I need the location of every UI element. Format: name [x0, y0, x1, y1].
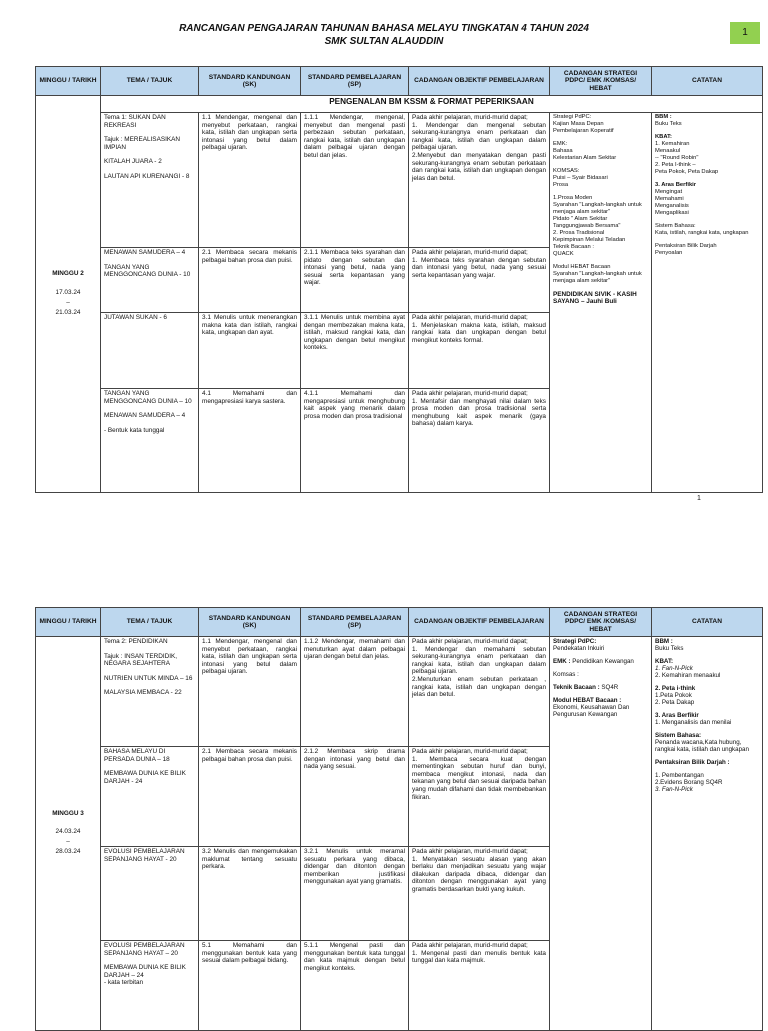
sp-cell: 1.1.2 Mendengar, memahami dan menuturkan ayat dalam pelbagai ujaran dengan betul dan jelas. — [301, 637, 409, 747]
objektif-cell: Pada akhir pelajaran, murid-murid dapat; 1. Mentafsir dan menghayati nilai dalam teks prosa moden dan prosa tradisional serta menghubung kait aspek menarik (gaya bahasa) dalam karya. — [409, 389, 550, 493]
week-label: MINGGU 2 — [52, 270, 84, 278]
tema-cell — [101, 941, 199, 1031]
list-item: Buku Teks — [655, 121, 682, 127]
tema-cell — [101, 313, 199, 389]
list-item: -- "Round Robin" — [655, 155, 699, 161]
list-item: EMK : Pendidikan Kewangan — [553, 658, 634, 665]
list-item: Teknik Bacaan : — [553, 244, 594, 250]
header-catatan: CATATAN — [652, 67, 763, 96]
tema-line: BAHASA MELAYU DI PERSADA DUNIA – 18 — [104, 748, 170, 763]
list-item: Strategi PdPC: — [553, 638, 597, 645]
page-number: 1 — [697, 495, 701, 502]
list-item: Syarahan "Langkah-langkah untuk menjaga alam sekitar" — [553, 271, 642, 284]
sp-cell: 2.1.2 Membaca skrip drama dengan intonasi yang betul dan nada yang sesuai. — [301, 747, 409, 847]
sk-cell: 2.1 Membaca secara mekanis pelbagai bahan prosa dan puisi. — [199, 248, 301, 313]
document-title: RANCANGAN PENGAJARAN TAHUNAN BAHASA MELAYU TINGKATAN 4 TAHUN 2024 — [179, 23, 589, 34]
school-name: SMK SULTAN ALAUDDIN — [324, 36, 444, 47]
sk-cell: 3.2 Menulis dan mengemukakan maklumat tentang sesuatu perkara. — [199, 847, 301, 941]
tema-cell — [101, 113, 199, 248]
header-strategi: CADANGAN STRATEGI PDPC/ EMK /KOMSAS/ HEBAT — [550, 608, 652, 637]
tema-line: - kata terbitan — [104, 979, 144, 987]
list-item: Penyoalan — [655, 250, 683, 256]
list-item: Buku Teks — [655, 645, 684, 652]
sk-cell: 2.1 Membaca secara mekanis pelbagai bahan prosa dan puisi. — [199, 747, 301, 847]
objektif-cell: Pada akhir pelajaran, murid-murid dapat; 1. Membaca teks syarahan dengan sebutan dan intonasi yang betul, nada yang sesuai serta kepantasan yang wajar. — [409, 248, 550, 313]
list-item: Strategi PdPC: — [553, 114, 592, 120]
list-item: 1. Kemahiran — [655, 141, 690, 147]
sk-cell: 4.1 Memahami dan mengapresiasi karya sastera. — [199, 389, 301, 493]
sk-cell: 1.1 Mendengar, mengenal dan menyebut perkataan, rangkai kata, istilah dan ungkapan serta intonasi yang betul dalam pelbagai ujaran. — [199, 113, 301, 248]
sk-cell: 3.1 Menulis untuk menerangkan makna kata dan istilah, rangkai kata, ungkapan dan ayat. — [199, 313, 301, 389]
list-item: Menaakul — [655, 148, 681, 154]
list-item: 2. Peta I-think – — [655, 162, 696, 168]
list-item: Mengingat — [655, 189, 683, 195]
header-tema: TEMA / TAJUK — [101, 608, 199, 637]
tema-line: - Bentuk kata tunggal — [104, 426, 165, 434]
sk-cell: 5.1 Memahami dan menggunakan bentuk kata yang sesuai dalam pelbagai bidang. — [199, 941, 301, 1031]
list-item: Pendekatan Inkuiri — [553, 645, 605, 652]
tema-line: MENAWAN SAMUDERA – 4 — [104, 249, 186, 256]
list-item: Prosa — [553, 182, 569, 188]
catatan-list — [655, 114, 759, 257]
list-item: Pidato " Alam Sekitar Tanggungjawab Bersama" — [553, 216, 621, 229]
header-sp: STANDARD PEMBELAJARAN (SP) — [301, 608, 409, 637]
sp-cell: 3.1.1 Menulis untuk membina ayat dengan membezakan makna kata, istilah, maksud rangkai kata, dan ungkapan dengan betul mengikut konteks. — [301, 313, 409, 389]
tema-line: LAUTAN API KURENANGI - 8 — [104, 172, 190, 180]
sp-cell: 1.1.1 Mendengar, mengenal, menyebut dan mengenal pasti perbezaan sebutan perkataan, rangkai kata, istilah dan ungkapan dalam pelbagai ujaran dengan betul dan jelas. — [301, 113, 409, 248]
list-item: 2. Peta Dakap — [655, 699, 695, 706]
sp-cell: 2.1.1 Membaca teks syarahan dan pidato dengan sebutan dan intonasi yang betul, nada yang sesuai serta kepantasan yang wajar. — [301, 248, 409, 313]
date-dash: – — [66, 838, 70, 846]
list-item: Menganalisis — [655, 203, 689, 209]
strategi-sivik: PENDIDIKAN SIVIK - KASIH SAYANG – Jauhi Buli — [553, 291, 637, 305]
date-end: 21.03.24 — [55, 308, 81, 316]
tema-line: TANGAN YANG MENGGONCANG DUNIA - 10 — [104, 263, 191, 279]
strategi-list — [553, 114, 648, 285]
tema-line: JUTAWAN SUKAN - 6 — [104, 314, 167, 321]
header-strategi: CADANGAN STRATEGI PDPC/ EMK /KOMSAS/ HEBAT — [550, 67, 652, 96]
list-item: 1. Menganalisis dan menilai — [655, 719, 732, 726]
list-item: Modul HEBAT Bacaan : Ekonomi, Keusahawan Dan Pengurusan Kewangan — [553, 697, 630, 718]
list-item: 3. Aras Berfikir — [655, 182, 697, 188]
list-item: Pentaksiran Bilik Darjah — [655, 243, 717, 249]
tema-line: TANGAN YANG MENGGONCANG DUNIA – 10 — [104, 390, 192, 405]
list-item: EMK: — [553, 141, 568, 147]
list-item: Pentaksiran Bilik Darjah : — [655, 759, 730, 766]
header-sk: STANDARD KANDUNGAN (SK) — [199, 608, 301, 637]
strategi-list — [553, 638, 648, 718]
list-item: Kepimpinan Melalui Teladan — [553, 237, 626, 243]
list-item: KBAT: — [655, 134, 672, 140]
objektif-cell: Pada akhir pelajaran, murid-murid dapat; 1. Mengenal pasti dan menulis bentuk kata tunggal dan kata majmuk. — [409, 941, 550, 1031]
tema-line: EVOLUSI PEMBELAJARAN SEPANJANG HAYAT - 20 — [104, 848, 185, 863]
list-item: 3. Fan-N-Pick — [655, 786, 693, 793]
header-objektif: CADANGAN OBJEKTIF PEMBELAJARAN — [409, 608, 550, 637]
date-dash: – — [66, 298, 70, 306]
tema-line: Tajuk : MEREALISASIKAN IMPIAN — [104, 136, 181, 151]
tema-line: NUTRIEN UNTUK MINDA – 16 — [104, 674, 193, 682]
date-start: 17.03.24 — [55, 288, 81, 296]
list-item: BBM : — [655, 638, 673, 645]
tema-line: Tajuk : INSAN TERDIDIK, NEGARA SEJAHTERA — [104, 652, 178, 668]
tema-line: MEMBAWA DUNIA KE BILIK DARJAH – 24 — [104, 964, 186, 979]
tema-line: Tema 2: PENDIDIKAN — [104, 638, 168, 645]
list-item: 1.Prosa Moden — [553, 195, 593, 201]
objektif-cell: Pada akhir pelajaran, murid-murid dapat; 1. Menjelaskan makna kata, istilah, maksud rangkai kata dan ungkapan dengan betul mengikut konteks formal. — [409, 313, 550, 389]
tema-cell — [101, 637, 199, 747]
tema-cell — [101, 847, 199, 941]
strategi-cell — [550, 637, 652, 1031]
sp-cell: 4.1.1 Memahami dan mengapresiasi untuk menghubung kait aspek yang menarik dalam prosa moden dan prosa tradisional — [301, 389, 409, 493]
list-item: 2. Kemahiran menaakul — [655, 672, 721, 679]
strategi-cell — [550, 113, 652, 493]
header-tema: TEMA / TAJUK — [101, 67, 199, 96]
list-item: 1. Fan-N-Pick — [655, 665, 693, 672]
tema-line: MEMBAWA DUNIA KE BILIK DARJAH - 24 — [104, 770, 186, 785]
catatan-list — [655, 638, 759, 793]
minggu-cell — [36, 96, 101, 493]
list-item: Modul HEBAT Bacaan — [553, 264, 611, 270]
list-item: Penanda wacana,Kata hubung, rangkai kata, istilah dan ungkapan — [655, 739, 749, 753]
list-item: Pembelajaran Koperatif — [553, 128, 614, 134]
list-item: Kajian Masa Depan — [553, 121, 604, 127]
tema-cell — [101, 747, 199, 847]
header-minggu: MINGGU / TARIKH — [36, 67, 101, 96]
list-item: Mengaplikasi — [655, 210, 689, 216]
tema-cell — [101, 248, 199, 313]
tema-cell — [101, 389, 199, 493]
sp-cell: 5.1.1 Mengenal pasti dan menggunakan bentuk kata tunggal dan kata majmuk dengan betul mengikut konteks. — [301, 941, 409, 1031]
tema-line: Tema 1: SUKAN DAN REKREASI — [104, 114, 166, 129]
header-catatan: CATATAN — [652, 608, 763, 637]
tema-line: MENAWAN SAMUDERA – 4 — [104, 412, 186, 420]
list-item: QUACK — [553, 251, 574, 257]
header-sp: STANDARD PEMBELAJARAN (SP) — [301, 67, 409, 96]
list-item: Kata, istilah, rangkai kata, ungkapan — [655, 230, 749, 236]
list-item: Sistem Bahasa: — [655, 732, 702, 739]
list-item: Komsas : — [553, 671, 579, 678]
list-item: 3. Aras Berfikir — [655, 712, 699, 719]
header-minggu: MINGGU / TARIKH — [36, 608, 101, 637]
date-start: 24.03.24 — [55, 828, 81, 836]
list-item: Peta Pokok, Peta Dakap — [655, 169, 719, 175]
objektif-cell: Pada akhir pelajaran, murid-murid dapat; 1. Mendengar dan memahami sebutan sekurang-kurangnya enam perkataan dan rangkai kata, istilah dan ungkapan dalam pelbagai ujaran. 2.Menuturkan enam sebutan perkataan , rangkai kata, istilah dan ungkapan dengan jelas dan betul. — [409, 637, 550, 747]
tema-line: EVOLUSI PEMBELAJARAN SEPANJANG HAYAT – 20 — [104, 942, 185, 957]
page-badge: 1 — [730, 22, 760, 44]
catatan-cell — [652, 637, 763, 1031]
list-item: Memahami — [655, 196, 684, 202]
list-item: Bahasa — [553, 148, 573, 154]
section-title: PENGENALAN BM KSSM & FORMAT PEPERIKSAAN — [101, 96, 763, 113]
list-item: Sistem Bahasa: — [655, 223, 696, 229]
objektif-cell: Pada akhir pelajaran, murid-murid dapat; 1. Membaca secara kuat dengan mementingkan sebutan huruf dan bunyi, membaca mengikut intonasi, nada dan tekanan yang betul dan sesuai daripada bahan yang mudah difahami dan tidak membebankan fikiran. — [409, 747, 550, 847]
tema-line: MALAYSIA MEMBACA - 22 — [104, 689, 182, 697]
header-objektif: CADANGAN OBJEKTIF PEMBELAJARAN — [409, 67, 550, 96]
header-sk: STANDARD KANDUNGAN (SK) — [199, 67, 301, 96]
catatan-cell — [652, 113, 763, 493]
rpt-table-page1 — [35, 66, 763, 493]
list-item: Syarahan "Langkah-langkah untuk menjaga alam sekitar" — [553, 202, 642, 215]
list-item: KOMSAS: — [553, 168, 580, 174]
list-item: KBAT: — [655, 658, 674, 665]
list-item: 2. Peta i-think — [655, 685, 696, 692]
sp-cell: 3.2.1 Menulis untuk meramal sesuatu perkara yang dibaca, didengar dan ditonton dengan memberikan justifikasi menggunakan ayat yang gramatis. — [301, 847, 409, 941]
list-item: 1. Pembentangan — [655, 772, 704, 779]
tema-line: KITALAH JUARA - 2 — [104, 158, 162, 166]
week-label: MINGGU 3 — [52, 809, 84, 817]
list-item: Teknik Bacaan : SQ4R — [553, 684, 619, 691]
rpt-table-page2 — [35, 607, 763, 1031]
sk-cell: 1.1 Mendengar, mengenal dan menyebut perkataan, rangkai kata, istilah dan ungkapan serta intonasi yang betul dalam pelbagai ujaran. — [199, 637, 301, 747]
date-end: 28.03.24 — [55, 848, 81, 856]
list-item: Kelestarian Alam Sekitar — [553, 155, 617, 161]
list-item: Puisi – Syair Bidasari — [553, 175, 608, 181]
list-item: 2.Evidens Borang SQ4R — [655, 779, 723, 786]
list-item: 1.Peta Pokok — [655, 692, 692, 699]
minggu-cell — [36, 637, 101, 1031]
list-item: BBM : — [655, 114, 672, 120]
objektif-cell: Pada akhir pelajaran, murid-murid dapat; 1. Mendengar dan mengenal sebutan sekurang-kurangnya enam perkataan dan rangkai kata, istilah dan ungkapan dalam pelbagai ujaran. 2.Menyebut dan menyatakan dengan pasti sekurang-kurangnya enam sebutan perkataan dan rangkai kata, istilah dan ungkapan dengan jelas dan betul. — [409, 113, 550, 248]
list-item: 2. Prosa Tradisional — [553, 230, 605, 236]
objektif-cell: Pada akhir pelajaran, murid-murid dapat; 1. Menyatakan sesuatu alasan yang akan berlaku dan menjadikan sesuatu yang wajar dilakukan daripada dibaca, didengar dan ditonton dengan menggunakan ayat yang gramatis berdasarkan bukti yang kukuh. — [409, 847, 550, 941]
